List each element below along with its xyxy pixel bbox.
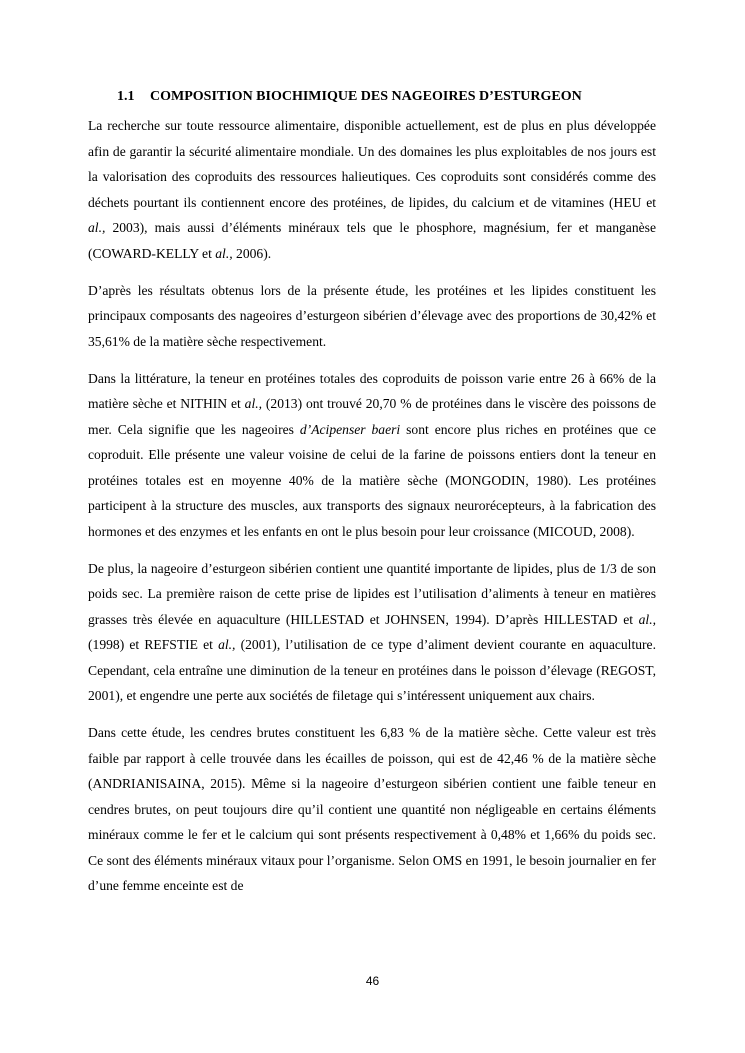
text-run: (2001), l’utilisation de ce type d’aliment devient courante en aquaculture. Cependant, cela entraîne une diminution de la teneur en protéines dans le poisson d’élevage (REGOST, 2001), et engendre une perte aux sociétés de filetage qui s’intéressent uniquement aux chairs.	[88, 637, 656, 703]
text-run: (1998) et REFSTIE et	[88, 637, 219, 652]
italic-text-run: al.,	[215, 245, 233, 261]
text-run: Dans cette étude, les cendres brutes constituent les 6,83 % de la matière sèche. Cette valeur est très faible par rapport à celle trouvée dans les écailles de poisson, qui est de 42,46 % de la matière sèche (ANDRIANISAINA, 2015). Même si la nageoire d’esturgeon sibérien contient une faible teneur en cendres brutes, on peut toujours dire qu’il contient une quantité non négligeable en certains éléments minéraux comme le fer et le calcium qui sont présents respectivement à 0,48% et 1,66% du poids sec. Ce sont des éléments minéraux vitaux pour l’organisme. Selon OMS en 1991, le besoin journalier en fer d’une femme enceinte est de	[88, 725, 656, 893]
text-run: Dans la littérature, la teneur en protéines totales des coproduits de poisson varie entre 26 à 66% de la matière sèche et NITHIN et	[88, 370, 656, 411]
paragraph	[88, 366, 656, 545]
text-run: 2003), mais aussi d’éléments minéraux tels que le phosphore, magnésium, fer et manganèse (COWARD-KELLY et	[88, 220, 656, 261]
section-title: COMPOSITION BIOCHIMIQUE DES NAGEOIRES D’ESTURGEON	[150, 89, 582, 104]
italic-text-run: d’Acipenser baeri	[299, 421, 401, 437]
paragraph	[88, 113, 656, 266]
italic-text-run: al.,	[218, 637, 236, 652]
text-run: sont encore plus riches en protéines que ce coproduit. Elle présente une valeur voisine de celui de la farine de poissons entiers dont la teneur en protéines totales est en moyenne 40% de la matière sèche (MONGODIN, 1980). Les protéines participent à la structure des muscles, aux transports des signaux neurorécepteurs, à la fabrication des hormones et des enzymes et les enfants en ont le plus besoin pour leur croissance (MICOUD, 2008).	[88, 421, 656, 539]
text-run: D’après les résultats obtenus lors de la présente étude, les protéines et les lipides constituent les principaux composants des nageoires d’esturgeon sibérien d’élevage avec des proportions de 30,42% et 35,61% de la matière sèche respectivement.	[88, 282, 656, 349]
paragraph	[88, 556, 656, 709]
italic-text-run: al.,	[638, 611, 656, 627]
italic-text-run: al.,	[244, 396, 263, 411]
paragraph	[88, 278, 656, 355]
paragraph	[88, 720, 656, 899]
text-run: 2006).	[232, 245, 272, 261]
text-run: La recherche sur toute ressource alimentaire, disponible actuellement, est de plus en plus développée afin de garantir la sécurité alimentaire mondiale. Un des domaines les plus exploitables de nos jours est la valorisation des coproduits des ressources halieutiques. Ces coproduits sont considérés comme des déchets pourtant ils contiennent encore des protéines, de lipides, du calcium et de vitamines (HEU et	[88, 118, 656, 210]
body-text	[88, 113, 656, 910]
text-run: (2013) ont trouvé 20,70 % de protéines dans le viscère des poissons de mer. Cela signifie que les nageoires	[88, 396, 656, 437]
page-number: 46	[365, 974, 380, 988]
text-run: De plus, la nageoire d’esturgeon sibérien contient une quantité importante de lipides, plus de 1/3 de son poids sec. La première raison de cette prise de lipides est l’utilisation d’aliments à teneur en matières grasses très élevée en aquaculture (HILLESTAD et JOHNSEN, 1994). D’après HILLESTAD et	[88, 560, 656, 627]
section-heading	[117, 88, 582, 106]
italic-text-run: al.,	[88, 220, 106, 235]
section-number: 1.1	[117, 89, 135, 104]
